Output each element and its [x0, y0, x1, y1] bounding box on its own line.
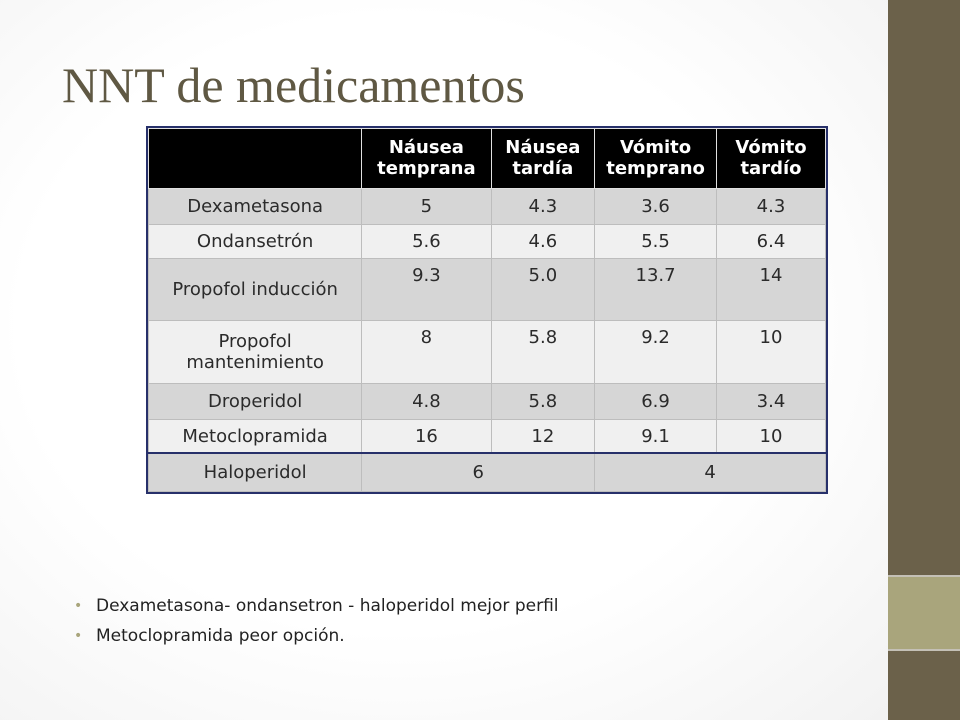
value-cell: 5.6	[362, 225, 491, 259]
header-vomito-tardio: Vómito tardío	[716, 129, 825, 189]
header-nausea-temprana: Náusea temprana	[362, 129, 491, 189]
slide-title: NNT de medicamentos	[62, 57, 525, 113]
value-cell: 5.8	[491, 321, 595, 383]
value-cell: 10	[716, 419, 825, 453]
value-cell: 9.2	[595, 321, 717, 383]
bullet-list	[74, 592, 559, 652]
drug-name: Ondansetrón	[149, 225, 362, 259]
value-cell: 12	[491, 419, 595, 453]
value-cell: 5.8	[491, 383, 595, 419]
table-row	[149, 419, 826, 453]
value-cell-vomito-merged: 4	[595, 453, 826, 491]
table-row	[149, 383, 826, 419]
drug-name: Dexametasona	[149, 189, 362, 225]
bullet-text: Metoclopramida peor opción.	[96, 626, 345, 646]
bullet-dot-icon: •	[74, 598, 83, 614]
value-cell: 16	[362, 419, 491, 453]
header-nausea-tardia: Náusea tardía	[491, 129, 595, 189]
value-cell: 10	[716, 321, 825, 383]
table-row	[149, 225, 826, 259]
drug-name: Propofol mantenimiento	[149, 321, 362, 383]
value-cell: 14	[716, 259, 825, 321]
bullet-text: Dexametasona- ondansetron - haloperidol mejor perfil	[96, 596, 559, 616]
drug-name: Droperidol	[149, 383, 362, 419]
value-cell: 3.6	[595, 189, 717, 225]
value-cell: 4.8	[362, 383, 491, 419]
drug-name: Propofol inducción	[149, 259, 362, 321]
value-cell: 9.3	[362, 259, 491, 321]
value-cell: 5	[362, 189, 491, 225]
bullet-dot-icon: •	[74, 628, 83, 644]
value-cell: 5.0	[491, 259, 595, 321]
header-vomito-temprano: Vómito temprano	[595, 129, 717, 189]
value-cell: 8	[362, 321, 491, 383]
table-row-haloperidol	[149, 453, 826, 491]
header-cell-empty	[149, 129, 362, 189]
value-cell: 5.5	[595, 225, 717, 259]
value-cell: 4.3	[716, 189, 825, 225]
drug-name: Haloperidol	[149, 453, 362, 491]
drug-name: Metoclopramida	[149, 419, 362, 453]
table-row	[149, 259, 826, 321]
value-cell: 6.4	[716, 225, 825, 259]
side-bar-accent-block	[888, 577, 960, 649]
table-row	[149, 189, 826, 225]
nnt-table-container	[146, 126, 828, 494]
nnt-table	[148, 128, 826, 492]
table-header-row	[149, 129, 826, 189]
bullet-item	[74, 622, 559, 652]
value-cell-nausea-merged: 6	[362, 453, 595, 491]
value-cell: 4.6	[491, 225, 595, 259]
value-cell: 6.9	[595, 383, 717, 419]
bullet-item	[74, 592, 559, 622]
table-row	[149, 321, 826, 383]
value-cell: 9.1	[595, 419, 717, 453]
value-cell: 13.7	[595, 259, 717, 321]
value-cell: 4.3	[491, 189, 595, 225]
value-cell: 3.4	[716, 383, 825, 419]
side-bar-divider	[888, 649, 960, 651]
